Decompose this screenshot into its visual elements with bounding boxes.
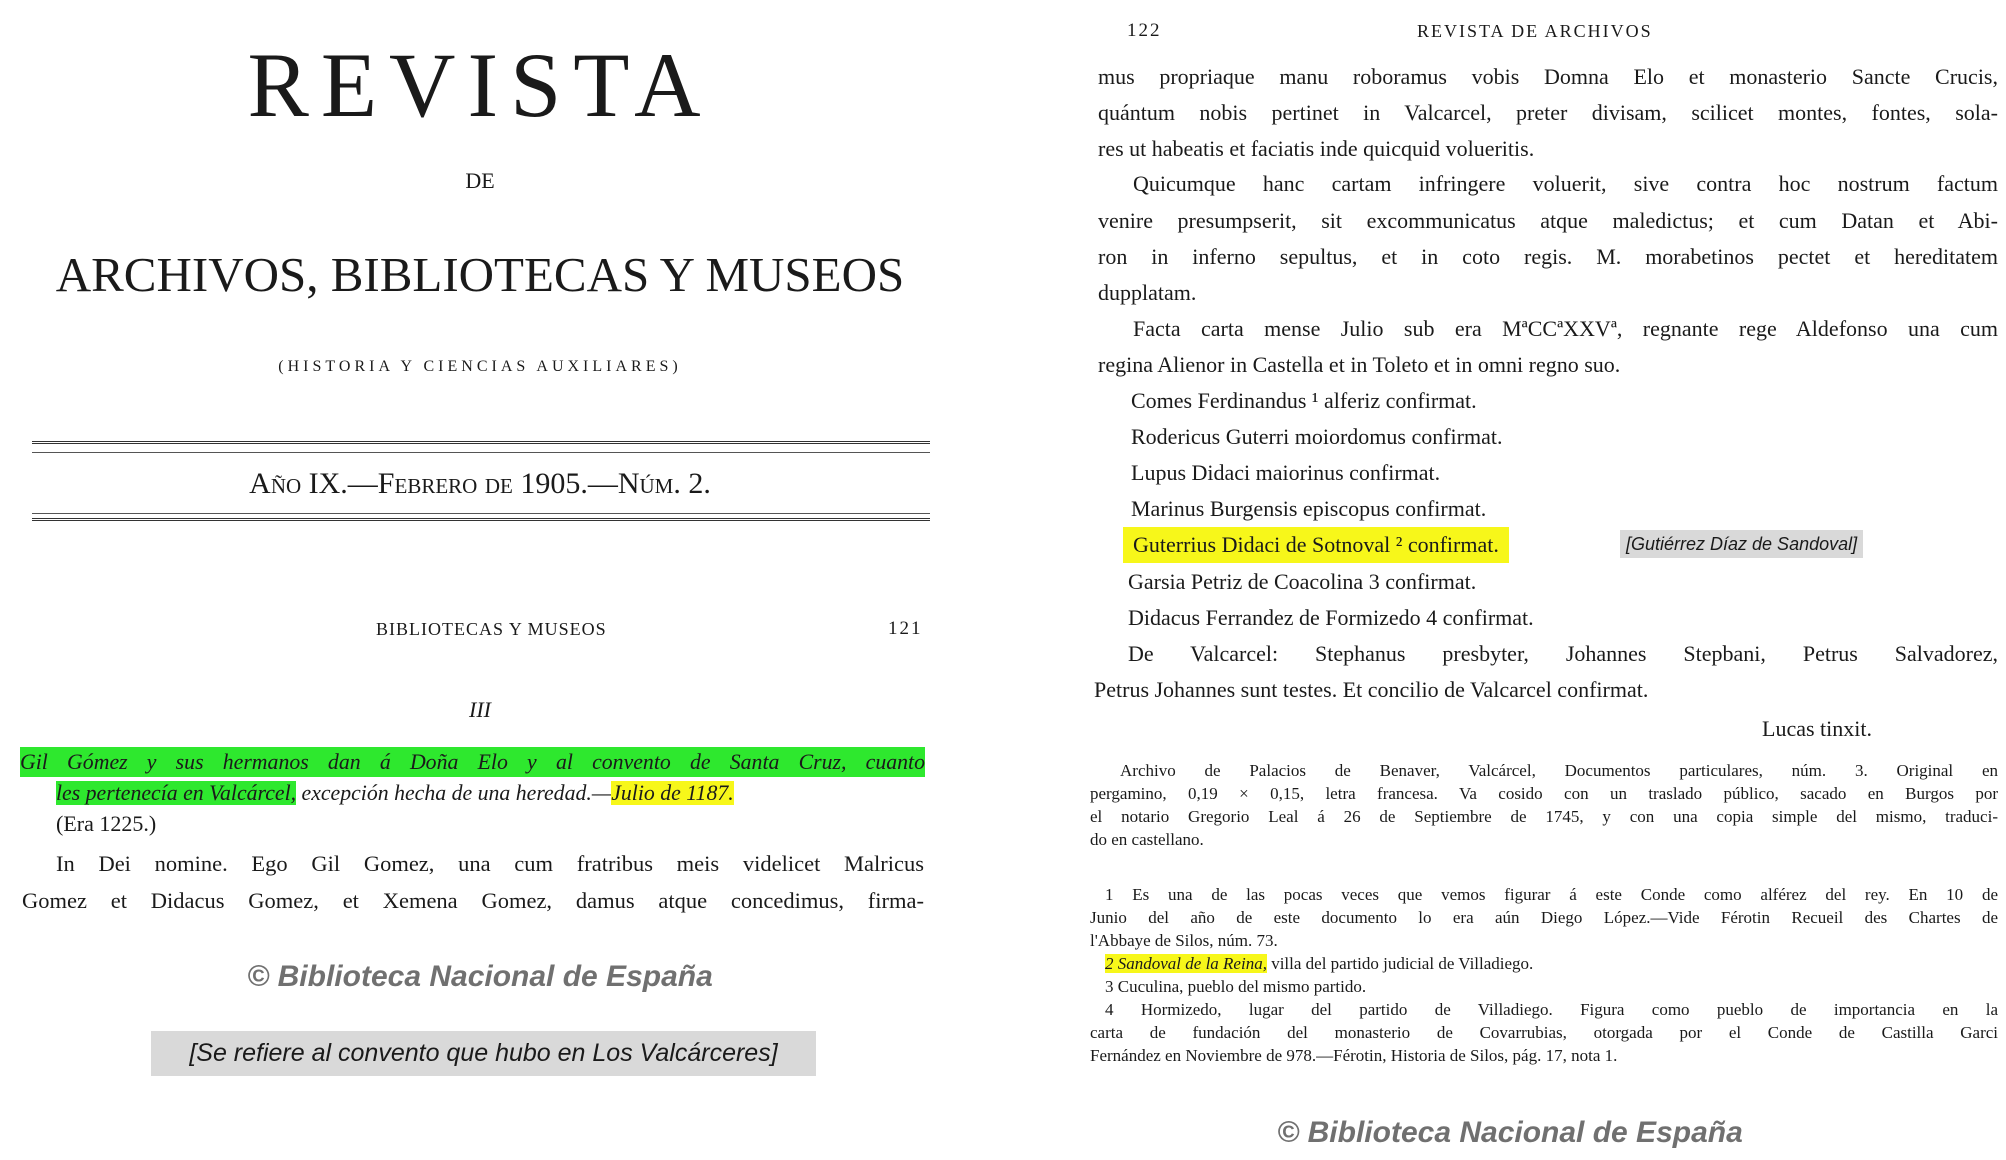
heading-date-highlight: Julio de 1187. [611,781,734,805]
footnote-line: 4 Hormizedo, lugar del partido de Villadiego. Figura como pueblo de importancia en la [1105,1000,1998,1019]
section-number: III [469,697,491,722]
left-body-line-1: In Dei nomine. Ego Gil Gomez, una cum fratribus meis videlicet Malricus [56,851,924,876]
right-body-line-9: regina Alienor in Castella et in Toleto et in omni regno suo. [1098,352,1621,377]
right-body-line-5: venire presumpserit, sit excommunicatus atque maledictus; et cum Datan et Abi- [1098,208,1998,233]
archive-note-line-3: el notario Gregorio Leal á 26 de Septiembre de 1745, y con una copia simple del mismo, traduci- [1090,807,1998,826]
right-body-line-1: mus propriaque manu roboramus vobis Domna Elo et monasterio Sancte Crucis, [1098,64,1998,89]
heading-exception-text: excepción hecha de una heredad.— [296,781,612,805]
footnote-line: 3 Cuculina, pueblo del mismo partido. [1105,977,1367,996]
footnote-line: carta de fundación del monasterio de Covarrubias, otorgada por el Conde de Castilla Garci [1090,1023,1998,1042]
left-body-line-2: Gomez et Didacus Gomez, et Xemena Gomez, damus atque concedimus, firma- [22,888,924,913]
footnote-line: Fernández en Noviembre de 978.—Férotin, Historia de Silos, pág. 17, nota 1. [1090,1046,1618,1065]
issue-line: Año IX.—Febrero de 1905.—Núm. 2. [249,467,711,500]
witness-line: Rodericus Guterri moiordomus confirmat. [1131,424,1503,449]
right-running-head-page: 122 [1127,20,1162,41]
masthead-tagline: (HISTORIA Y CIENCIAS AUXILIARES) [278,358,682,375]
masthead-subtitle: ARCHIVOS, BIBLIOTECAS Y MUSEOS [55,247,905,302]
heading-line-1: Gil Gómez y sus hermanos dan á Doña Elo y al convento de Santa Cruz, cuanto [20,747,925,777]
heading-line-2 [56,778,734,808]
right-copyright: © Biblioteca Nacional de España [1277,1116,1743,1149]
footnote-line: l'Abbaye de Silos, núm. 73. [1090,931,1278,950]
footnote-line: 1 Es una de las pocas veces que vemos figurar á este Conde como alférez del rey. En 10 de [1105,885,1998,904]
heading-place-highlight: les pertenecía en Valcárcel, [56,781,297,805]
archive-note-line-1: Archivo de Palacios de Benaver, Valcárcel, Documentos particulares, núm. 3. Original en [1120,761,1998,780]
left-convent-note: [Se refiere al convento que hubo en Los Valcárceres] [151,1031,816,1076]
footnote-line-2 [1105,953,1533,975]
bottom-thin-rule [32,513,930,514]
witness-line: Lupus Didaci maiorinus confirmat. [1131,460,1441,485]
top-thin-rule [32,452,930,453]
witness-line: Comes Ferdinandus ¹ alferiz confirmat. [1131,388,1477,413]
footnote-sandoval-rest: villa del partido judicial de Villadiego. [1266,954,1534,973]
witness-gloss-note: [Gutiérrez Díaz de Sandoval] [1620,530,1863,558]
archive-note-line-2: pergamino, 0,19 × 0,15, letra francesa. Va cosido con un traslado público, sacado en Burgos por [1090,784,1998,803]
masthead-de: DE [465,168,495,193]
right-body-line-4: Quicumque hanc cartam infringere voluerit, sive contra hoc nostrum factum [1133,171,1998,196]
left-copyright: © Biblioteca Nacional de España [247,960,713,993]
masthead-title: REVISTA [247,34,713,136]
witness-line-highlighted: Guterrius Didaci de Sotnoval ² confirmat. [1123,527,1509,563]
footnote-sandoval-highlight: 2 Sandoval de la Reina, [1105,954,1267,973]
running-head-page: 121 [888,618,923,639]
witness-line: Garsia Petriz de Coacolina 3 confirmat. [1128,569,1477,594]
valcarcel-line-1: De Valcarcel: Stephanus presbyter, Johannes Stepbani, Petrus Salvadorez, [1128,641,1998,666]
top-double-rule [32,441,930,448]
archive-note-line-4: do en castellano. [1090,830,1204,849]
bottom-double-rule [32,518,930,525]
running-head-title: BIBLIOTECAS Y MUSEOS [376,619,607,639]
valcarcel-line-2: Petrus Johannes sunt testes. Et concilio de Valcarcel confirmat. [1094,677,1649,702]
witness-line: Didacus Ferrandez de Formizedo 4 confirmat. [1128,605,1534,630]
witness-line: Marinus Burgensis episcopus confirmat. [1131,496,1487,521]
era-line: (Era 1225.) [56,811,157,836]
right-running-head-title: REVISTA DE ARCHIVOS [1417,21,1653,41]
footnote-line: Junio del año de este documento lo era aún Diego López.—Vide Férotin Recueil des Chartes de [1090,908,1998,927]
right-body-line-3: res ut habeatis et faciatis inde quicquid volueritis. [1098,136,1535,161]
scribe-line: Lucas tinxit. [1762,716,1872,741]
right-body-line-2: quántum nobis pertinet in Valcarcel, preter divisam, scilicet montes, fontes, sola- [1098,100,1998,125]
right-body-line-6: ron in inferno sepultus, et in coto regis. M. morabetinos pectet et hereditatem [1098,244,1998,269]
right-body-line-8: Facta carta mense Julio sub era MªCCªXXVª, regnante rege Aldefonso una cum [1133,316,1998,341]
right-body-line-7: dupplatam. [1098,280,1197,305]
